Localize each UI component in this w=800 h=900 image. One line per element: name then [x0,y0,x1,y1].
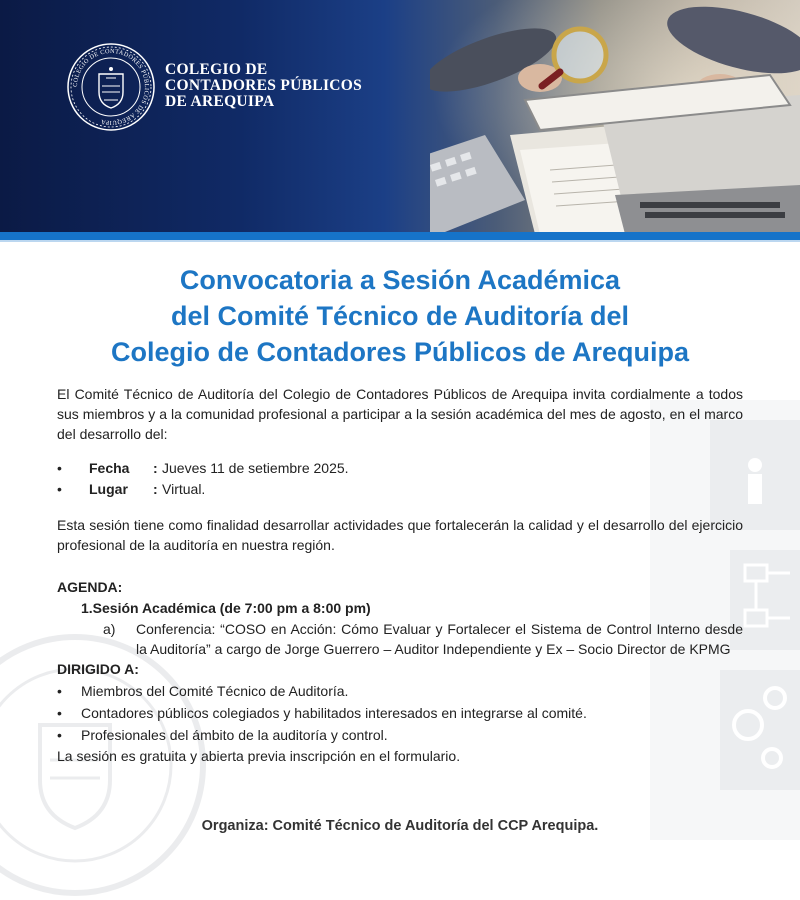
bullet: • [57,460,62,476]
place-separator: : [153,481,158,497]
agenda-subitem-marker: a) [103,621,116,637]
place-value: Virtual. [162,481,206,497]
header-banner [0,0,800,234]
org-name-line-1: COLEGIO DE [165,61,268,78]
agenda-item-title: 1.Sesión Académica (de 7:00 pm a 8:00 pm) [81,600,371,616]
audience-item [57,703,743,723]
audience-item-text: Contadores públicos colegiados y habilitados interesados en integrarse al comité. [81,705,587,721]
audience-item-text: Profesionales del ámbito de la auditoría y control. [81,727,388,743]
bullet: • [57,481,62,497]
audience-item-text: Miembros del Comité Técnico de Auditoría. [81,683,349,699]
auditing-desk-photo [430,0,800,234]
organizer-footer: Organiza: Comité Técnico de Auditoría del CCP Arequipa. [201,818,599,834]
header-accent-bar [0,232,800,240]
title-line-3: Colegio de Contadores Públicos de Arequipa [110,337,690,367]
date-label: Fecha [89,460,130,476]
registration-note: La sesión es gratuita y abierta previa inscripción en el formulario. [57,748,461,764]
ccpa-seal-logo [66,42,156,132]
date-separator: : [153,460,158,476]
audience-item [57,681,743,701]
announcement-body [57,384,743,766]
detail-row-date [57,458,743,479]
place-label: Lugar [89,481,128,497]
header-accent-line [0,240,800,242]
bullet: • [57,683,62,699]
org-name [165,62,362,110]
agenda-heading: AGENDA: [57,579,123,595]
org-name-line-2: CONTADORES PÚBLICOS [165,77,363,94]
bullet: • [57,705,62,721]
page-title [0,262,800,370]
date-value: Jueves 11 de setiembre 2025. [162,460,349,476]
bullet: • [57,727,62,743]
audience-heading: DIRIGIDO A: [57,661,139,677]
purpose-paragraph: Esta sesión tiene como finalidad desarrollar actividades que fortalecerán la calidad y el desarrollo del ejercicio profesional de la auditoría en nuestra región. [57,517,743,553]
detail-row-place [57,479,743,500]
seal-ring-text: COLEGIO DE CONTADORES PÚBLICOS DE AREQUIPA [71,47,151,127]
audience-item [57,725,743,745]
title-line-2: del Comité Técnico de Auditoría del [170,301,630,331]
svg-text:COLEGIO DE CONTADORES PÚBLICOS [72,48,150,126]
title-line-1: Convocatoria a Sesión Académica [179,265,621,295]
intro-paragraph: El Comité Técnico de Auditoría del Colegio de Contadores Públicos de Arequipa invita cordialmente a todos sus miembros y a la comunidad profesional a participar a la sesión académica del mes de agosto, en el marco del desarrollo del: [57,386,743,442]
org-name-line-3: DE AREQUIPA [165,93,275,110]
agenda-subitem [57,619,743,659]
agenda-subitem-text: Conferencia: “COSO en Acción: Cómo Evaluar y Fortalecer el Sistema de Control Interno desde la Auditoría” a cargo de Jorge Guerrero – Auditor Independiente y Ex – Socio Director de KPMG [136,621,743,657]
